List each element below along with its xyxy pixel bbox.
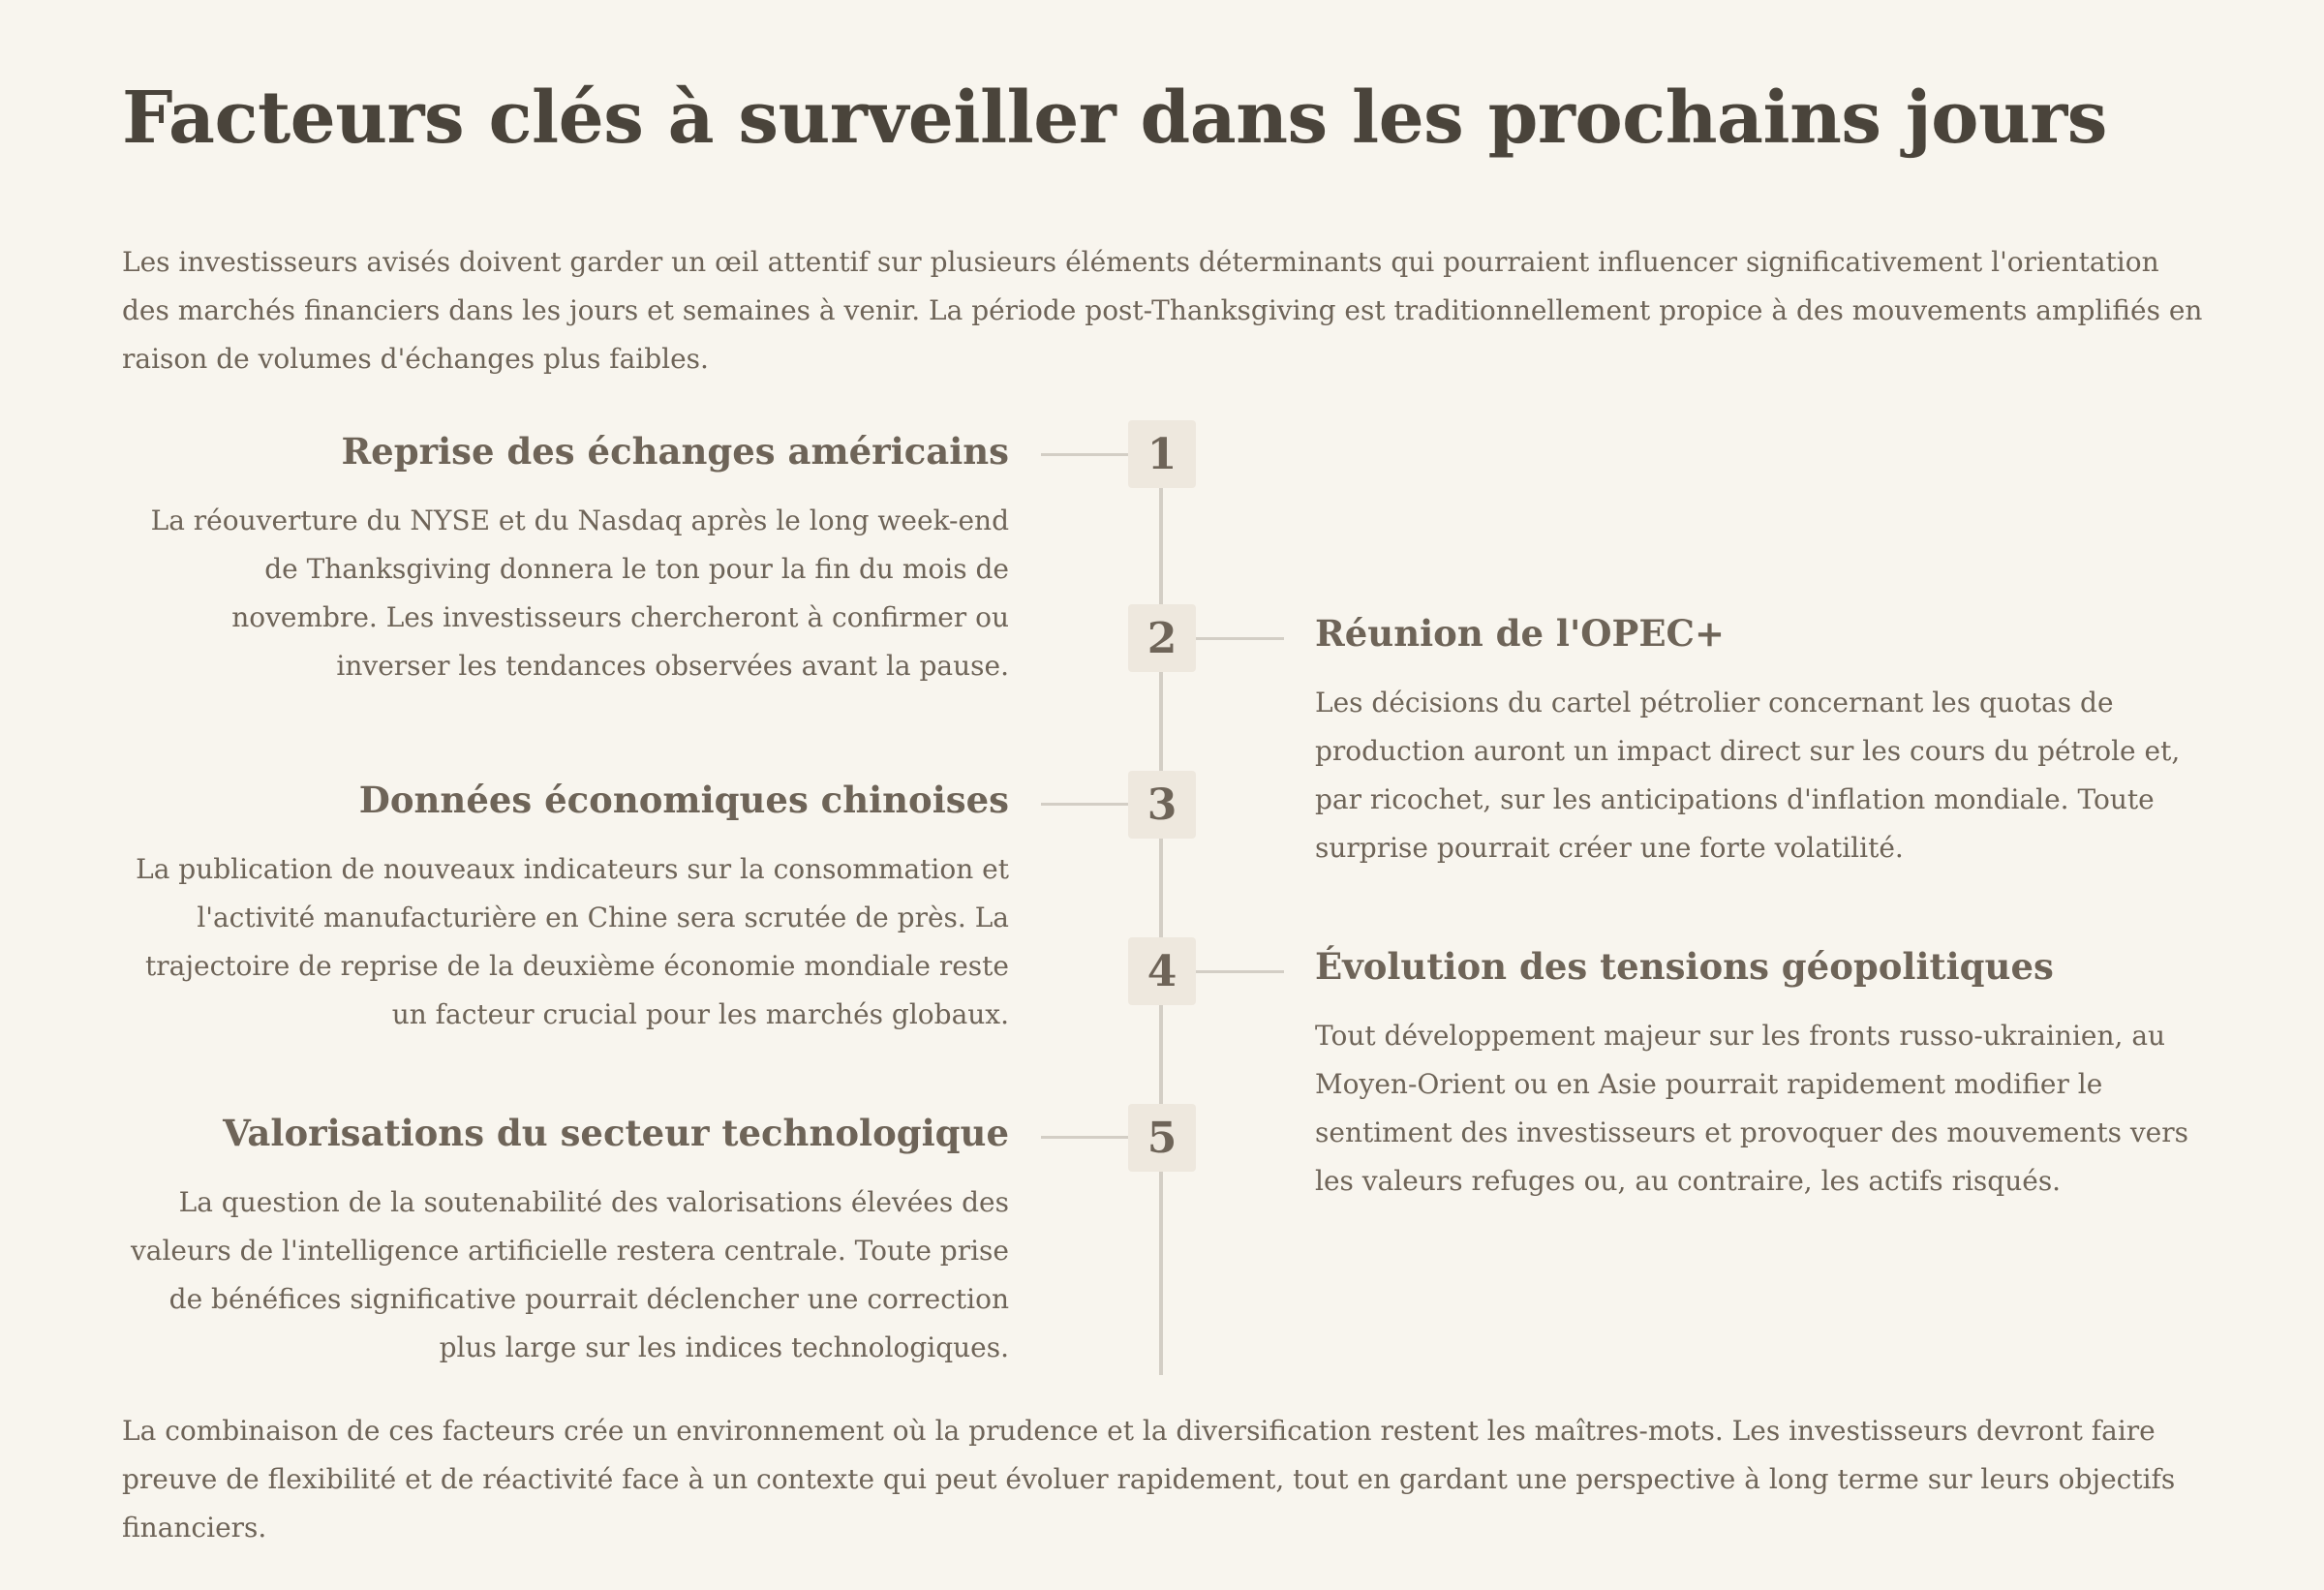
- timeline-item-text: La réouverture du NYSE et du Nasdaq après le long week-end de Thanksgiving donnera le ton pour la fin du mois de novembre. Les investisseurs chercheront à confirmer ou inverser les tendances observées avant la pause.: [150, 505, 1009, 682]
- timeline-item-text: La question de la soutenabilité des valorisations élevées des valeurs de l'intelligence artificielle restera centrale. Toute prise de bénéfices significative pourrait déclencher une correction plus large sur les indices technologiques.: [130, 1186, 1009, 1363]
- timeline-connector: [1041, 453, 1134, 456]
- timeline-line: [1159, 434, 1163, 1375]
- timeline-item-title: Reprise des échanges américains: [341, 430, 1009, 473]
- timeline-item-title: Données économiques chinoises: [358, 779, 1009, 821]
- timeline-connector: [1191, 970, 1284, 973]
- timeline-item-text: Tout développement majeur sur les fronts russo-ukrainien, au Moyen-Orient ou en Asie pourrait rapidement modifier le sentiment des investisseurs et provoquer des mouvements vers les valeurs refuges ou, au contraire, les actifs risqués.: [1315, 1020, 2188, 1197]
- timeline-number-badge: 1: [1128, 420, 1196, 488]
- timeline-number-badge: 3: [1128, 771, 1196, 839]
- timeline-connector: [1041, 1136, 1134, 1139]
- timeline-number-badge: 2: [1128, 604, 1196, 672]
- timeline-item-title: Valorisations du secteur technologique: [223, 1112, 1009, 1154]
- page-title: Facteurs clés à surveiller dans les prochains jours: [122, 76, 2107, 160]
- timeline-item-text: La publication de nouveaux indicateurs sur la consommation et l'activité manufacturière en Chine sera scrutée de près. La trajectoire de reprise de la deuxième économie mondiale reste un facteur crucial pour les marchés globaux.: [136, 853, 1009, 1030]
- timeline-connector: [1191, 637, 1284, 640]
- timeline-item-title: Évolution des tensions géopolitiques: [1315, 945, 2054, 988]
- timeline-item-text: Les décisions du cartel pétrolier concernant les quotas de production auront un impact direct sur les cours du pétrole et, par ricochet, sur les anticipations d'inflation mondiale. Toute surprise pourrait créer une forte volatilité.: [1315, 687, 2181, 864]
- timeline-number-badge: 5: [1128, 1104, 1196, 1172]
- timeline-connector: [1041, 803, 1134, 806]
- intro-paragraph: Les investisseurs avisés doivent garder un œil attentif sur plusieurs éléments déterminants qui pourraient influencer significativement l'orientation des marchés financiers dans les jours et semaines à venir. La période post-Thanksgiving est traditionnellement propice à des mouvements amplifiés en raison de volumes d'échanges plus faibles.: [122, 246, 2203, 375]
- timeline-number-badge: 4: [1128, 937, 1196, 1005]
- timeline-item-title: Réunion de l'OPEC+: [1315, 612, 1725, 655]
- conclusion-paragraph: La combinaison de ces facteurs crée un environnement où la prudence et la diversification restent les maîtres-mots. Les investisseurs devront faire preuve de flexibilité et de réactivité face à un contexte qui peut évoluer rapidement, tout en gardant une perspective à long terme sur leurs objectifs financiers.: [122, 1415, 2176, 1544]
